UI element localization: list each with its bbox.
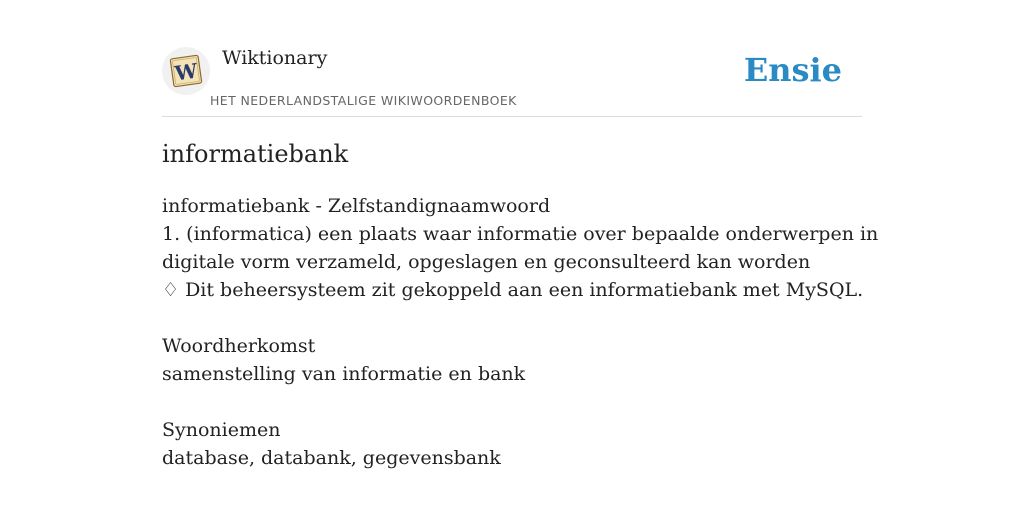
site-header [162,40,862,117]
logo-letter: W [173,58,199,86]
definition-line-2: digitale vorm verzameld, opgeslagen en geconsulteerd kan worden [162,251,811,273]
section-spacer [162,388,862,416]
example-sentence: ♢ Dit beheersysteem zit gekoppeld aan een informatiebank met MySQL. [162,279,864,301]
page-title: informatiebank [162,140,349,168]
definition-line-1: 1. (informatica) een plaats waar informatie over bepaalde onderwerpen in [162,223,879,245]
etymology-text: samenstelling van informatie en bank [162,363,526,385]
site-subtitle: HET NEDERLANDSTALIGE WIKIWOORDENBOEK [210,93,517,108]
ensie-brand-link[interactable]: Ensie [743,51,842,89]
site-name[interactable]: Wiktionary [222,47,328,69]
entry-heading: informatiebank - Zelfstandignaamwoord [162,195,551,217]
main-content [162,136,879,472]
section-spacer [162,304,862,332]
synonyms-text: database, databank, gegevensbank [162,447,501,469]
etymology-heading: Woordherkomst [162,335,316,357]
entry-content [162,192,879,472]
wiktionary-logo-icon[interactable] [162,47,210,95]
synonyms-heading: Synoniemen [162,419,281,441]
